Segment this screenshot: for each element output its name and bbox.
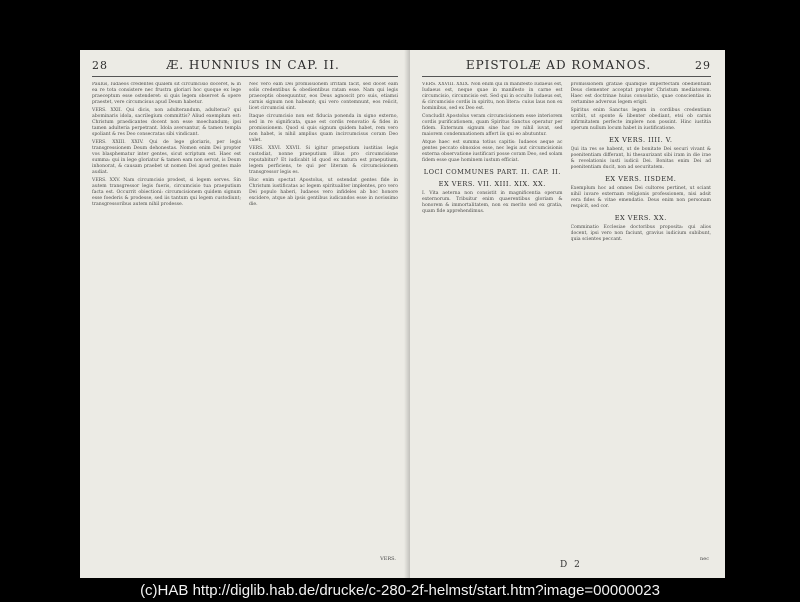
left-page xyxy=(80,50,411,578)
paragraph: Comminatio Ecclesiae doctoribus proposita: qui alios docent, ipsi vero non faciunt, gravius iudicium subibunt, quia scientes peccant. xyxy=(570,225,711,242)
left-running-head xyxy=(92,58,398,78)
paragraph: Concludit Apostolus veram circumcisionem esse interiorem cordis purificationem, quam Spiritus Sanctus operatur per fidem. Externum signum sine hac re nihil iuvat, sed maiorem condemnationem affert iis qui eo abutuntur. xyxy=(422,114,563,137)
left-column-2 xyxy=(249,82,398,564)
paragraph: VERS. XXV. Nam circumcisio prodest, si legem serves. Sin autem transgressor legis fueris, circumcisio tua praeputium facta est. Occurrit obiectioni: circumcisionem quidem signum esse foederis & prodesse, sed iis tantum qui legem custodiunt; transgressoribus autem nihil prodesse. xyxy=(92,178,241,207)
right-catchword: nec xyxy=(700,556,709,562)
right-column-2 xyxy=(571,82,712,552)
paragraph: VERS. XXVI. XXVII. Si igitur praeputium iustitias legis custodiat, nonne praeputium illius pro circumcisione reputabitur? Et iudicabit id quod ex natura est praeputium, legem perficiens, te qui per literam & circumcisionem transgressor legis es. xyxy=(249,146,398,175)
right-page-number: 29 xyxy=(695,59,711,72)
section-heading: LOCI COMMUNES PART. II. CAP. II. xyxy=(423,168,561,176)
section-heading: EX VERS. IIII. V. xyxy=(609,136,673,144)
left-running-title: Æ. HUNNIUS IN CAP. II. xyxy=(166,58,340,72)
paragraph: Huc enim spectat Apostolus, ut ostendat gentes fide in Christum iustificatas ac legem spiritualiter implentes, pro vero Dei populo haberi, Iudaeos vero infideles ab hoc honore excidere, atque ab ipsis gentibus iudicandos esse in novissimo die. xyxy=(249,178,398,207)
right-columns xyxy=(422,82,711,552)
section-heading: EX VERS. IISDEM. xyxy=(605,175,677,183)
left-page-number: 28 xyxy=(92,59,108,72)
left-head-rule xyxy=(92,76,398,77)
paragraph: VERS. XXVIII. XXIX. Non enim qui in manifesto Iudaeus est, Iudaeus est, neque quae in manifesto in carne est circumcisio, circumcisio est. Sed qui in occulto Iudaeus est, & circumcisio cordis in spiritu, non litera: cuius laus non ex hominibus, sed ex Deo est. xyxy=(422,82,563,111)
right-running-title: EPISTOLÆ AD ROMANOS. xyxy=(465,58,652,72)
signature-mark: D 2 xyxy=(560,560,582,570)
paragraph: Paulus, Iudaeos credentes qualem sit circumcisio doceret, & in ea re tota consistere nec frustra gloriari hoc quoque ex lege praeceptum esse ostenderet: si quis legem observet & opere praestet, vere circumcisus apud Deum habetur. xyxy=(92,82,241,105)
left-catchword: VERS. xyxy=(380,556,396,562)
paragraph: Qui ita res se habent, ut de bonitate Dei securi vivant & poenitentiam differant, hi thesaurizant sibi iram in die irae & revelationis iusti iudicii Dei. Bonitas enim Dei ad poenitentiam ducit, non ad securitatem. xyxy=(570,147,711,170)
right-head-rule xyxy=(422,76,711,77)
citation-footer: (c)HAB http://diglib.hab.de/drucke/c-280-2f-helmst/start.htm?image=00000023 xyxy=(0,580,800,602)
paragraph: Nec vero eam Dei promissionem irritam facit, sed docet eam solis credentibus & obedientibus ratam esse. Nam qui legis praeceptis obsequuntur, eos Deus agnoscit pro suis, etiamsi carnis signum non habeant; qui vero contemnunt, eos reiicit, licet circumcisi sint. xyxy=(249,82,398,111)
paragraph: I. Vita aeterna non consistit in magnificentia operum externorum. Tribuitur enim quaerentibus gloriam & honorem & immortalitatem, non ex merito sed ex gratia, quam fide apprehendimus. xyxy=(422,191,563,214)
section-subheading: EX VERS. VII. XIII. XIX. XX. xyxy=(438,180,546,188)
paragraph: Itaque circumcisio non est fiducia ponenda in signo externo, sed in re significata, quae est cordis renovatio & fides in promissionem. Quod si quis signum quidem habet, rem vero non habet, is nihil amplius quam incircumcisus coram Deo valet. xyxy=(249,114,398,143)
right-running-head xyxy=(422,58,711,78)
paragraph: promissionem gratiae quamque imperfectam obedientiam Deus clementer acceptat propter Christum mediatorem. Haec est doctrinae huius consolatio, quae conscientias in certamine adversus legem erigit. xyxy=(570,82,711,105)
right-page xyxy=(410,50,725,578)
paragraph: Exemplum hoc ad omnes Dei cultores pertinet, ut sciant nihil iuvare externam religionis professionem, nisi adsit vera fides & vitae emendatio. Deus enim non personam respicit, sed cor. xyxy=(570,186,711,209)
left-column-1 xyxy=(92,82,241,564)
paragraph: VERS. XXIII. XXIV. Qui de lege gloriaris, per legis transgressionem Deum dehonestas. Nomen enim Dei propter vos blasphematur inter gentes, sicut scriptum est. Haec est summa: qui in lege gloriatur & tamen eam non servat, is Deum inhonorat, & causam praebet ut nomen Dei apud gentes male audiat. xyxy=(92,140,241,175)
paragraph: VERS. XXII. Qui dicis, non adulterandum, adulteras? qui abominaris idola, sacrilegium committis? Aliud exemplum est: Christum praedicantes docent non esse moechandum; ipsi tamen adulteria perpetrant. Idola aversantur, & tamen templa spoliant & res Deo consecratas sibi vindicant. xyxy=(92,108,241,137)
left-columns xyxy=(92,82,398,564)
paragraph: Spiritus enim Sanctus legem in cordibus credentium scribit, ut sponte & libenter obediant, etsi ob carnis infirmitatem perfecte implere non possint. Hinc iustitia operum nullum locum habet in iustificatione. xyxy=(570,108,711,131)
right-column-1 xyxy=(422,82,563,552)
paragraph: Atque haec est summa totius capitis: Iudaeos aeque ac gentes peccato obnoxios esse, nec legis aut circumcisionis externa observatione iustificari posse coram Deo, sed solam fidem esse quae hominem iustum efficiat. xyxy=(422,140,563,163)
section-heading: EX VERS. XX. xyxy=(614,214,667,222)
